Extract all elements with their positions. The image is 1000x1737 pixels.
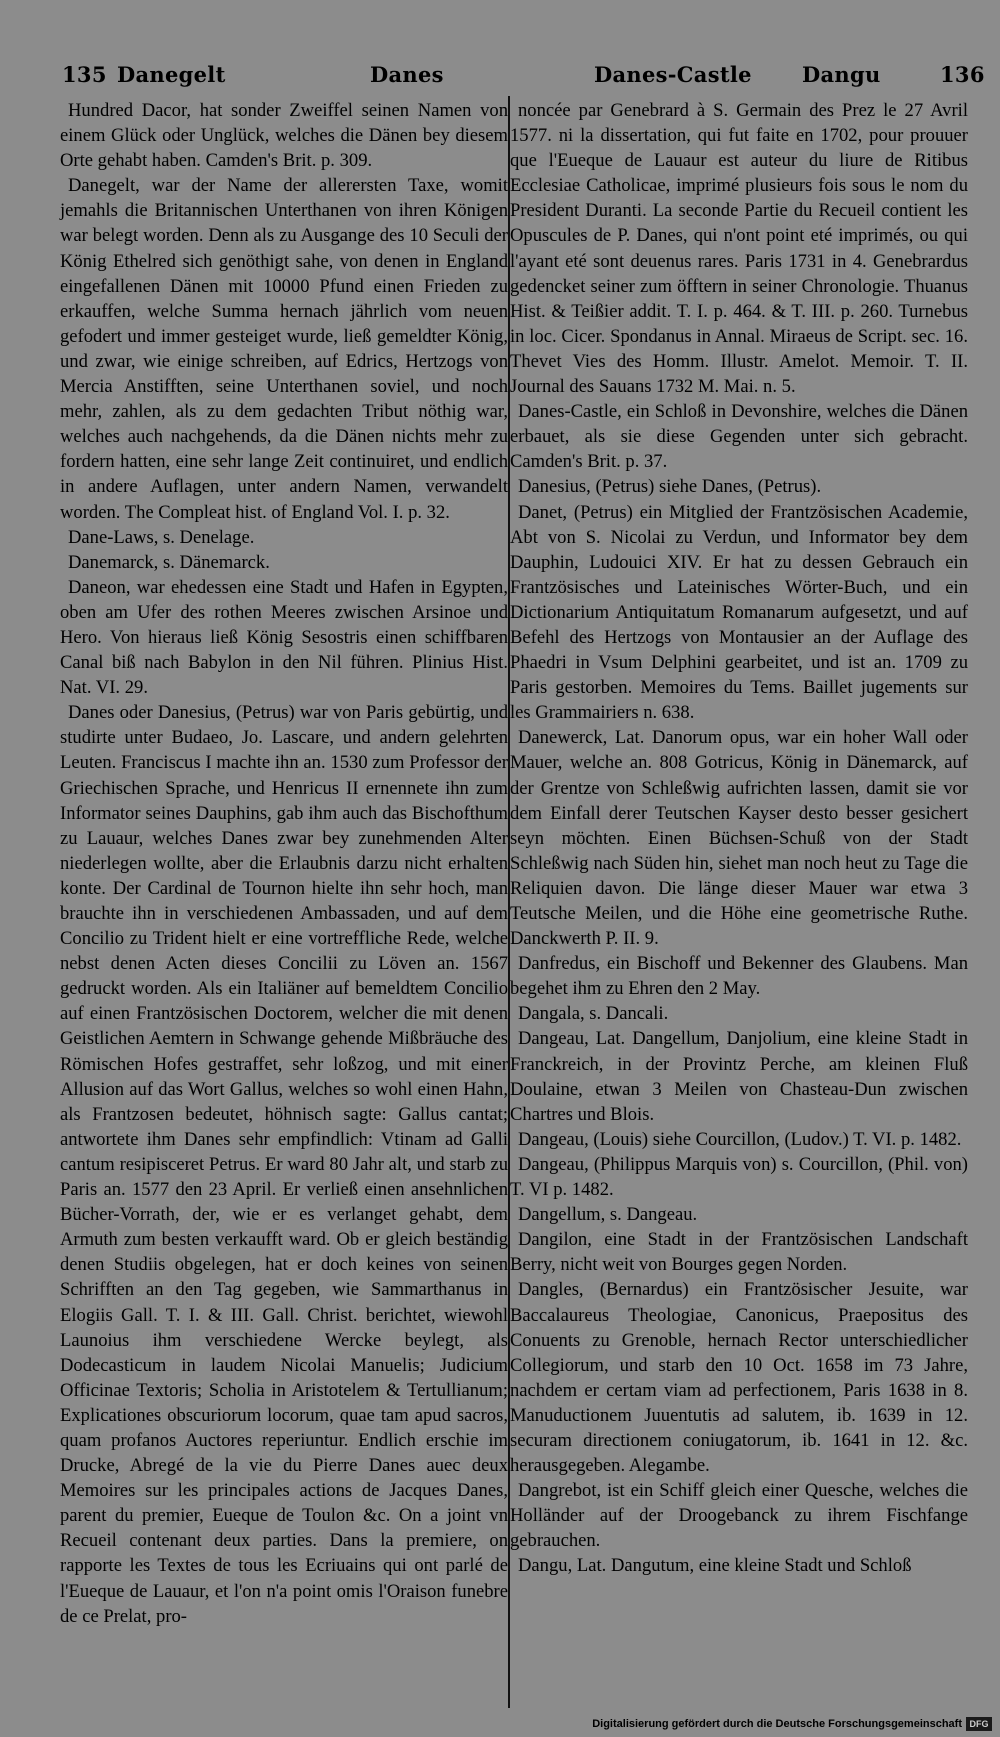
entry-paragraph: Dangu, Lat. Dangutum, eine kleine Stadt und Schloß [518, 1555, 912, 1577]
entry-paragraph: Danet, (Petrus) ein Mitglied der Frantzösischen Academie, Abt von S. Nicolai zu Verdun, und Informator bey dem Dauphin, Ludouici XIV. Er hat zu dessen Gebrauch ein Frantzösisches und Lateinisches Wörter-Buch, und ein Dictionarium Antiquitatum Romanarum aufgesetzt, und auf Befehl des Hertzogs von Montausier an der Auflage des Phaedri in Vsum Delphini gearbeitet, und ist an. 1709 zu Paris gestorben. Memoires du Tems. Baillet jugements sur les Grammairiers n. 638. [510, 501, 968, 724]
page-number-left: 135 [62, 62, 107, 87]
entry-paragraph: Dangala, s. Dancali. [518, 1003, 669, 1025]
running-header [62, 62, 985, 96]
entry-paragraph: Dangilon, eine Stadt in der Frantzösischen Landschaft Berry, nicht weit von Bourges gegen Norden. [510, 1229, 968, 1276]
entry-paragraph: Dane-Laws, s. Denelage. [68, 526, 255, 548]
entry-paragraph: Danewerck, Lat. Danorum opus, war ein hoher Wall oder Mauer, welche an. 808 Gotricus, König in Dänemarck, auf der Grentze von Schleßwig aufrichten lassen, damit sie vor dem Einfall derer Teutschen Kayser desto besser gesichert seyn möchten. Einen Büchsen-Schuß von der Stadt Schleßwig nach Süden hin, siehet man noch heut zu Tage die Reliquien davon. Die länge dieser Mauer war etwa 3 Teutsche Meilen, und die Höhe eine geometrische Ruthe. Danckwerth P. II. 9. [510, 727, 968, 950]
entry-paragraph: Danfredus, ein Bischoff und Bekenner des Glaubens. Man begehet ihm zu Ehren den 2 May. [510, 953, 968, 1000]
entry-paragraph: Hundred Dacor, hat sonder Zweiffel seinen Namen von einem Glück oder Unglück, welches die Dänen bey diesem Orte gehabt haben. Camden's Brit. p. 309. [60, 100, 508, 172]
digitization-credit [592, 1715, 992, 1733]
entry-paragraph: Dangeau, (Philippus Marquis von) s. Courcillon, (Phil. von) T. VI p. 1482. [510, 1153, 968, 1201]
entry-paragraph: Dangles, (Bernardus) ein Frantzösischer Jesuite, war Baccalaureus Theologiae, Canonicus, Praepositus des Conuents zu Grenoble, hernach Rector unterschiedlicher Collegiorum, und starb den 10 Oct. 1658 im 73 Jahre, nachdem er certam viam ad perfectionem, Paris 1638 in 8. Manuductionem Juuentutis ad salutem, ib. 1639 in 12. securam directionem coniugatorum, ib. 1641 in 12. &c. herausgegeben. Alegambe. [510, 1279, 968, 1477]
entry-paragraph: Daneon, war ehedessen eine Stadt und Hafen in Egypten, oben am Ufer des rothen Meeres zwischen Arsinoe und Hero. Von hieraus ließ König Sesostris einen schiffbaren Canal biß nach Babylon in den Nil führen. Plinius Hist. Nat. VI. 29. [60, 576, 508, 699]
right-column [510, 98, 968, 1708]
header-keyword-left: Danegelt [117, 62, 226, 87]
header-keyword-right: Dangu [802, 62, 881, 87]
dfg-logo-icon: DFG [966, 1717, 992, 1731]
entry-paragraph: Dangeau, Lat. Dangellum, Danjolium, eine kleine Stadt in Franckreich, in der Provintz Perche, am kleinen Fluß Doulaine, etwan 3 Meilen von Chasteau-Dun zwischen Chartres und Blois. [510, 1028, 968, 1125]
entry-paragraph: Dangellum, s. Dangeau. [518, 1204, 698, 1226]
credit-text: Digitalisierung gefördert durch die Deutsche Forschungsgemeinschaft [592, 1718, 962, 1730]
entry-paragraph: noncée par Genebrard à S. Germain des Prez le 27 Avril 1577. ni la dissertation, qui fut faite en 1702, pour prouuer que l'Eueque de Lauaur est auteur du liure de Ritibus Ecclesiae Catholicae, imprimé plusieurs fois sous le nom du President Duranti. La seconde Partie du Recueil contient les Opuscules de P. Danes, qui n'ont point eté imprimés, ou qui l'ayant eté sont deuenus rares. Paris 1731 in 4. Genebrardus gedencket seiner zum öfftern in seiner Chronologie. Thuanus Hist. & Teißier addit. T. I. p. 464. & T. III. p. 260. Turnebus in loc. Cicer. Spondanus in Annal. Miraeus de Script. sec. 16. Thevet Vies des Homm. Illustr. Amelot. Memoir. T. II. Journal des Sauans 1732 M. Mai. n. 5. [510, 100, 968, 398]
entry-paragraph: Danes-Castle, ein Schloß in Devonshire, welches die Dänen erbauet, als sie diese Gegenden unter sich gebracht. Camden's Brit. p. 37. [510, 401, 968, 473]
left-column [60, 98, 508, 1708]
entry-paragraph: Dangeau, (Louis) siehe Courcillon, (Ludov.) T. VI. p. 1482. [518, 1128, 962, 1150]
entry-paragraph: Danegelt, war der Name der allerersten Taxe, womit jemahls die Britannischen Unterthanen von ihren Königen war belegt worden. Denn als zu Ausgange des 10 Seculi der König Ethelred sich genöthigt sahe, von denen in England eingefallenen Dänen mit 10000 Pfund einen Frieden zu erkauffen, welche Summa hernach jährlich vom neuen gefodert und immer gesteiget wurde, ließ gemeldter König, und zwar, wie einige schreiben, auf Edrics, Hertzogs von Mercia Anstifften, seine Unterthanen soviel, und noch mehr, zahlen, als zu dem gedachten Tribut nöthig war, welches auch nachgehends, da die Dänen nichts mehr zu fordern hatten, eine sehr lange Zeit continuiret, und endlich in andere Auflagen, unter andern Namen, verwandelt worden. The Compleat hist. of England Vol. I. p. 32. [60, 175, 508, 523]
header-keyword-center-right: Danes-Castle [594, 62, 752, 87]
entry-paragraph: Danesius, (Petrus) siehe Danes, (Petrus). [518, 476, 822, 498]
entry-paragraph: Danemarck, s. Dänemarck. [68, 551, 270, 573]
entry-paragraph: Dangrebot, ist ein Schiff gleich einer Quesche, welches die Holländer auf der Droogebanck zu ihrem Fischfange gebrauchen. [510, 1480, 968, 1552]
page-number-right: 136 [940, 62, 985, 87]
entry-paragraph: Danes oder Danesius, (Petrus) war von Paris gebürtig, und studirte unter Budaeo, Jo. Lascare, und andern gelehrten Leuten. Franciscus I machte ihn an. 1530 zum Professor der Griechischen Sprache, und Henricus II ernennete ihn zum Informator seines Dauphins, gab ihm auch das Bischofthum zu Lauaur, welches Danes zwar bey zunehmenden Alter niederlegen wollte, aber die Erlaubnis darzu nicht erhalten konte. Der Cardinal de Tournon hielte ihn sehr hoch, man brauchte ihn in verschiedenen Ambassaden, und auf dem Concilio zu Trident hielt er eine vortreffliche Rede, welche nebst denen Acten dieses Concilii zu Löven an. 1567 gedruckt worden. Als ein Italiäner auf bemeldtem Concilio auf einen Frantzösischen Doctorem, welcher die mit denen Geistlichen Aemtern in Schwange gehende Mißbräuche des Römischen Hofes gestraffet, sehr loßzog, und mit einer Allusion auf das Wort Gallus, welches so wohl einen Hahn, als Frantzosen bedeutet, höhnisch sagte: Gallus cantat; antwortete ihm Danes sehr empfindlich: Vtinam ad Galli cantum resipisceret Petrus. Er ward 80 Jahr alt, und starb zu Paris an. 1577 den 23 April. Er verließ einen ansehnlichen Bücher-Vorrath, der, wie er es verlanget gehabt, dem Armuth zum besten verkaufft ward. Ob er gleich beständig denen Studiis obgelegen, hat er doch keines von seinen Schrifften an den Tag gegeben, wie Sammarthanus in Elogiis Gall. T. I. & III. Gall. Christ. berichtet, wiewohl Launoius ihm verschiedene Wercke beylegt, als Dodecasticum in laudem Nicolai Manuelis; Judicium Officinae Textoris; Scholia in Aristotelem & Tertullianum; Explicationes obscuriorum locorum, quae tam apud sacros, quam profanos Auctores reperiuntur. Endlich erschie im Drucke, Abregé de la vie du Pierre Danes auec deux Memoires sur les principales actions de Jacques Danes, parent du premier, Eueque de Toulon &c. On a joint vn Recueil contenant deux parties. Dans la premiere, on rapporte les Textes de tous les Ecriuains qui ont parlé de l'Eueque de Lauaur, et l'on n'a point omis l'Oraison funebre de ce Prelat, pro- [60, 702, 508, 1627]
header-keyword-center-left: Danes [370, 62, 444, 87]
